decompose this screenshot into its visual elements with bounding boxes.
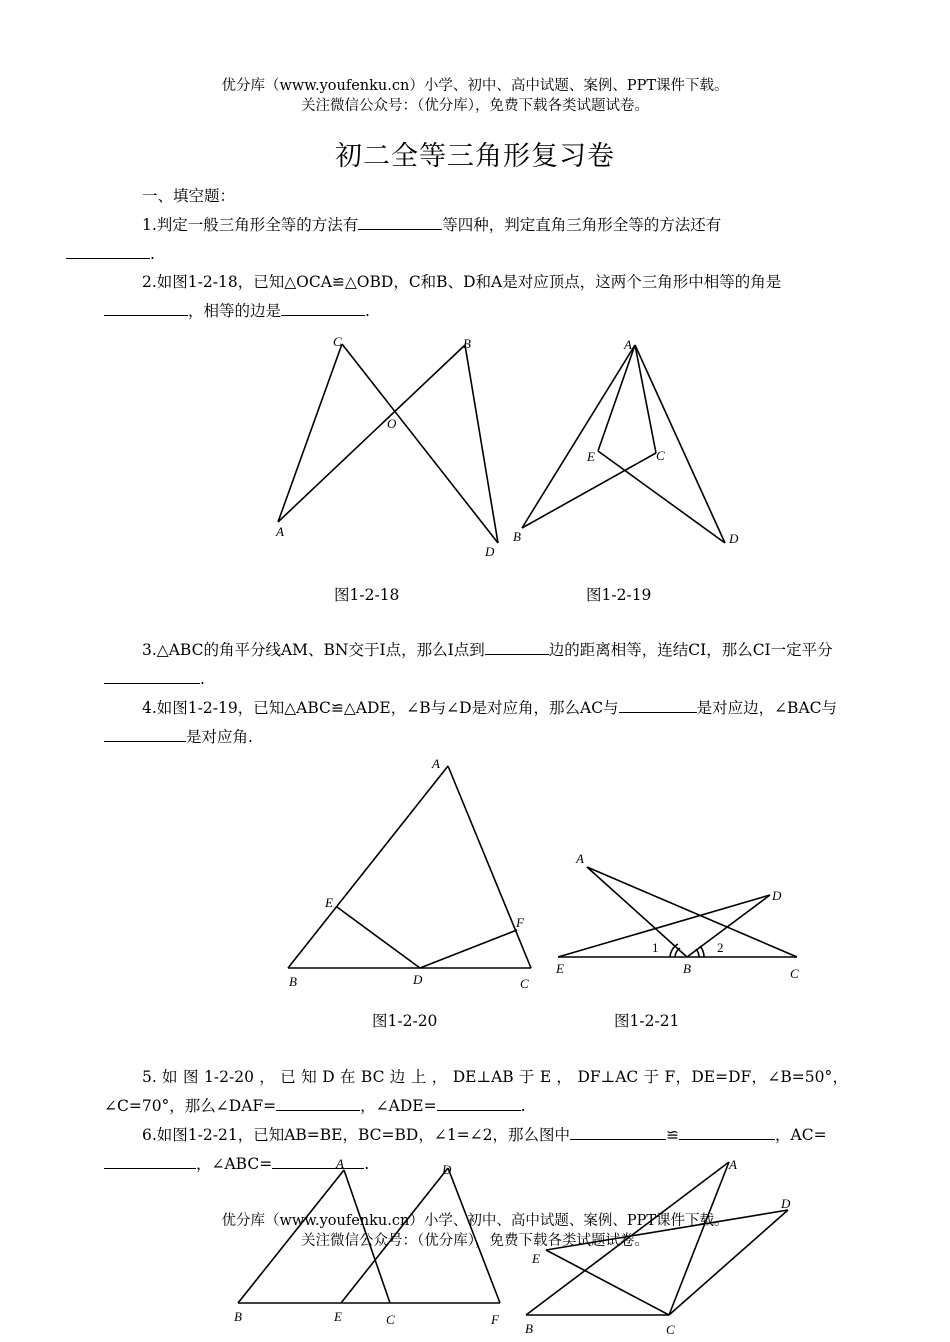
- fig23-label-c: C: [666, 1322, 675, 1337]
- q6-blank-2[interactable]: [679, 1123, 775, 1140]
- fig21-label-1: 1: [652, 940, 659, 955]
- q1-text-a: 1.判定一般三角形全等的方法有: [142, 216, 359, 234]
- fig22-label-c: C: [386, 1312, 395, 1327]
- q4-text-b: 是对应边，∠BAC与: [696, 699, 837, 717]
- caption-fig-1-2-20: 图1-2-20: [372, 1012, 438, 1030]
- question-3: [104, 636, 848, 694]
- q6-text-c: ，AC=: [775, 1126, 827, 1144]
- footer-line-1: 优分库（www.youfenku.cn）小学、初中、高中试题、案例、PPT课件下载。: [221, 1213, 729, 1229]
- q6-text-b: ≌: [666, 1126, 680, 1144]
- question-1: [104, 211, 848, 269]
- q3-text-c: .: [200, 670, 205, 688]
- fig18-label-d: D: [485, 544, 495, 559]
- page-title: 初二全等三角形复习卷: [335, 141, 615, 172]
- q5-blank-1[interactable]: [276, 1094, 360, 1111]
- q5-text-c: .: [520, 1097, 526, 1115]
- fig21-label-c: C: [790, 966, 799, 981]
- caption-fig-1-2-18: 图1-2-18: [334, 586, 400, 604]
- fig20-label-d: D: [413, 972, 423, 987]
- fig18-label-c: C: [333, 334, 342, 349]
- fig22-label-f: F: [491, 1312, 499, 1327]
- fig22-label-d: D: [442, 1162, 452, 1177]
- fig20-label-b: B: [289, 974, 297, 989]
- q5-text-a: 5. 如 图 1-2-20 ， 已 知 D 在 BC 边 上 ， DE⊥AB 于 E ， DF⊥AC 于 F，DE=DF，∠B=50°，∠C=70°，那么∠DAF=: [104, 1068, 848, 1115]
- fig19-label-a: A: [624, 337, 632, 352]
- fig18-label-a: A: [276, 524, 284, 539]
- q2-blank-2[interactable]: [281, 299, 365, 316]
- section-heading: 一、填空题：: [142, 187, 236, 205]
- fig18-label-b: B: [463, 336, 471, 351]
- q6-blank-3[interactable]: [104, 1152, 196, 1169]
- figure-1-2-18: [270, 330, 510, 565]
- fig22-label-b: B: [234, 1309, 242, 1324]
- fig21-label-b: B: [683, 961, 691, 976]
- question-2: [104, 268, 848, 326]
- fig21-label-e: E: [556, 961, 564, 976]
- fig20-label-e: E: [325, 895, 333, 910]
- header-line-1: 优分库（www.youfenku.cn）小学、初中、高中试题、案例、PPT课件下载。: [221, 78, 729, 94]
- q6-text-a: 6.如图1-2-21，已知AB=BE，BC=BD，∠1=∠2，那么图中: [142, 1126, 571, 1144]
- q4-text-a: 4.如图1-2-19，已知△ABC≌△ADE，∠B与∠D是对应角，那么AC与: [142, 699, 619, 717]
- fig23-label-a: A: [729, 1157, 737, 1172]
- fig23-label-d: D: [781, 1196, 791, 1211]
- q2-blank-1[interactable]: [104, 299, 188, 316]
- q2-text-b: ，相等的边是: [188, 302, 282, 320]
- fig23-label-b: B: [525, 1321, 533, 1336]
- fig21-label-d: D: [772, 888, 782, 903]
- q2-text-c: .: [365, 302, 370, 320]
- q3-text-b: 边的距离相等，连结CI，那么CI一定平分: [548, 641, 833, 659]
- fig19-label-c: C: [656, 448, 665, 463]
- fig21-label-a: A: [576, 851, 584, 866]
- q6-text-d: ，∠ABC=: [196, 1155, 273, 1173]
- caption-fig-1-2-19: 图1-2-19: [586, 586, 652, 604]
- fig18-label-o: O: [387, 416, 397, 431]
- question-4: [104, 694, 848, 752]
- q3-text-a: 3.△ABC的角平分线AM、BN交于I点，那么I点到: [142, 641, 485, 659]
- q6-text-e: .: [364, 1155, 370, 1173]
- fig19-label-b: B: [513, 529, 521, 544]
- q1-blank-2[interactable]: [66, 242, 150, 259]
- caption-fig-1-2-21: 图1-2-21: [614, 1012, 680, 1030]
- figure-1-2-19: [508, 333, 748, 548]
- q4-text-c: 是对应角.: [186, 728, 253, 746]
- fig22-label-e: E: [334, 1309, 342, 1324]
- q1-text-c: .: [150, 245, 155, 263]
- fig20-label-c: C: [520, 976, 529, 991]
- q6-blank-1[interactable]: [570, 1123, 666, 1140]
- q3-blank-1[interactable]: [485, 638, 549, 655]
- q1-blank-1[interactable]: [358, 213, 442, 230]
- figure-1-2-21: [552, 850, 812, 985]
- fig20-label-a: A: [432, 756, 440, 771]
- fig22-label-a: A: [336, 1156, 344, 1171]
- fig19-label-d: D: [729, 531, 739, 546]
- q1-text-b: 等四种，判定直角三角形全等的方法还有: [442, 216, 722, 234]
- fig21-label-2: 2: [717, 940, 724, 955]
- fig20-label-f: F: [516, 915, 524, 930]
- fig19-label-e: E: [587, 449, 595, 464]
- q5-text-b: ，∠ADE=: [360, 1097, 437, 1115]
- q4-blank-2[interactable]: [104, 725, 186, 742]
- q4-blank-1[interactable]: [619, 696, 697, 713]
- q5-blank-2[interactable]: [437, 1094, 521, 1111]
- q3-blank-2[interactable]: [104, 667, 200, 684]
- figure-1-2-20: [280, 752, 540, 997]
- fig23-label-e: E: [532, 1251, 540, 1266]
- footer-line-2: 关注微信公众号：（优分库），免费下载各类试题试卷。: [301, 1233, 649, 1249]
- q2-text-a: 2.如图1-2-18，已知△OCA≌△OBD，C和B、D和A是对应顶点，这两个三角形中相等的角是: [142, 273, 782, 291]
- question-5: [104, 1063, 848, 1121]
- header-line-2: 关注微信公众号：（优分库），免费下载各类试题试卷。: [301, 98, 649, 114]
